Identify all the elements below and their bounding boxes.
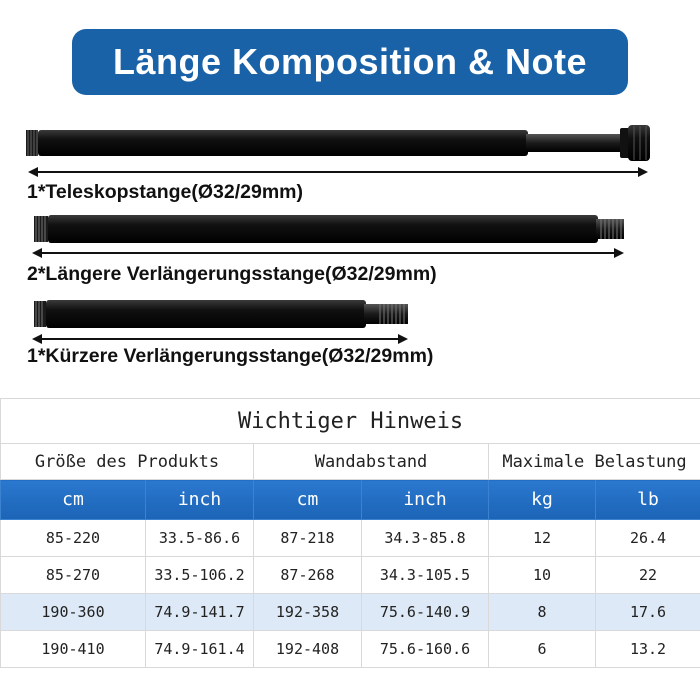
table-cell: 75.6-160.6	[362, 631, 489, 668]
table-cell: 192-358	[254, 594, 362, 631]
table-cell: 75.6-140.9	[362, 594, 489, 631]
table-cell: 26.4	[596, 520, 700, 557]
title-banner	[72, 29, 628, 95]
rod-shorter-extension	[0, 295, 700, 385]
unit-header: inch	[362, 480, 489, 520]
table-group-header-row	[1, 444, 700, 480]
group-header-product-size: Größe des Produkts	[1, 444, 254, 480]
table-row	[1, 557, 700, 594]
table-cell: 12	[489, 520, 596, 557]
unit-header: cm	[254, 480, 362, 520]
table-caption-row	[1, 399, 700, 444]
unit-header: kg	[489, 480, 596, 520]
rod-telescopic	[0, 120, 700, 210]
table-row	[1, 594, 700, 631]
table-cell: 6	[489, 631, 596, 668]
table-cell: 85-270	[1, 557, 146, 594]
table-cell: 8	[489, 594, 596, 631]
table-cell: 192-408	[254, 631, 362, 668]
table-row	[1, 631, 700, 668]
rod-label-shorter-extension: 1*Kürzere Verlängerungsstange(Ø32/29mm)	[27, 345, 434, 367]
size-table	[0, 398, 700, 668]
table-cell: 17.6	[596, 594, 700, 631]
table-units-row	[1, 480, 700, 520]
group-header-max-load: Maximale Belastung	[489, 444, 700, 480]
table-cell: 34.3-105.5	[362, 557, 489, 594]
table-cell: 190-360	[1, 594, 146, 631]
table-cell: 34.3-85.8	[362, 520, 489, 557]
shorter-extension-rod-image	[0, 295, 700, 385]
table-cell: 13.2	[596, 631, 700, 668]
rod-label-telescopic: 1*Teleskopstange(Ø32/29mm)	[27, 181, 303, 203]
table-row	[1, 520, 700, 557]
table-cell: 74.9-161.4	[146, 631, 254, 668]
group-header-wall-distance: Wandabstand	[254, 444, 489, 480]
rod-longer-extension	[0, 210, 700, 295]
unit-header: inch	[146, 480, 254, 520]
notice-table	[0, 398, 700, 700]
rod-label-longer-extension: 2*Längere Verlängerungsstange(Ø32/29mm)	[27, 263, 437, 285]
table-cell: 74.9-141.7	[146, 594, 254, 631]
unit-header: cm	[1, 480, 146, 520]
table-cell: 22	[596, 557, 700, 594]
page-title: Länge Komposition & Note	[113, 41, 587, 82]
table-cell: 33.5-106.2	[146, 557, 254, 594]
table-caption: Wichtiger Hinweis	[1, 399, 700, 444]
unit-header: lb	[596, 480, 700, 520]
table-cell: 33.5-86.6	[146, 520, 254, 557]
table-cell: 87-268	[254, 557, 362, 594]
table-cell: 85-220	[1, 520, 146, 557]
table-cell: 10	[489, 557, 596, 594]
table-cell: 87-218	[254, 520, 362, 557]
table-cell: 190-410	[1, 631, 146, 668]
